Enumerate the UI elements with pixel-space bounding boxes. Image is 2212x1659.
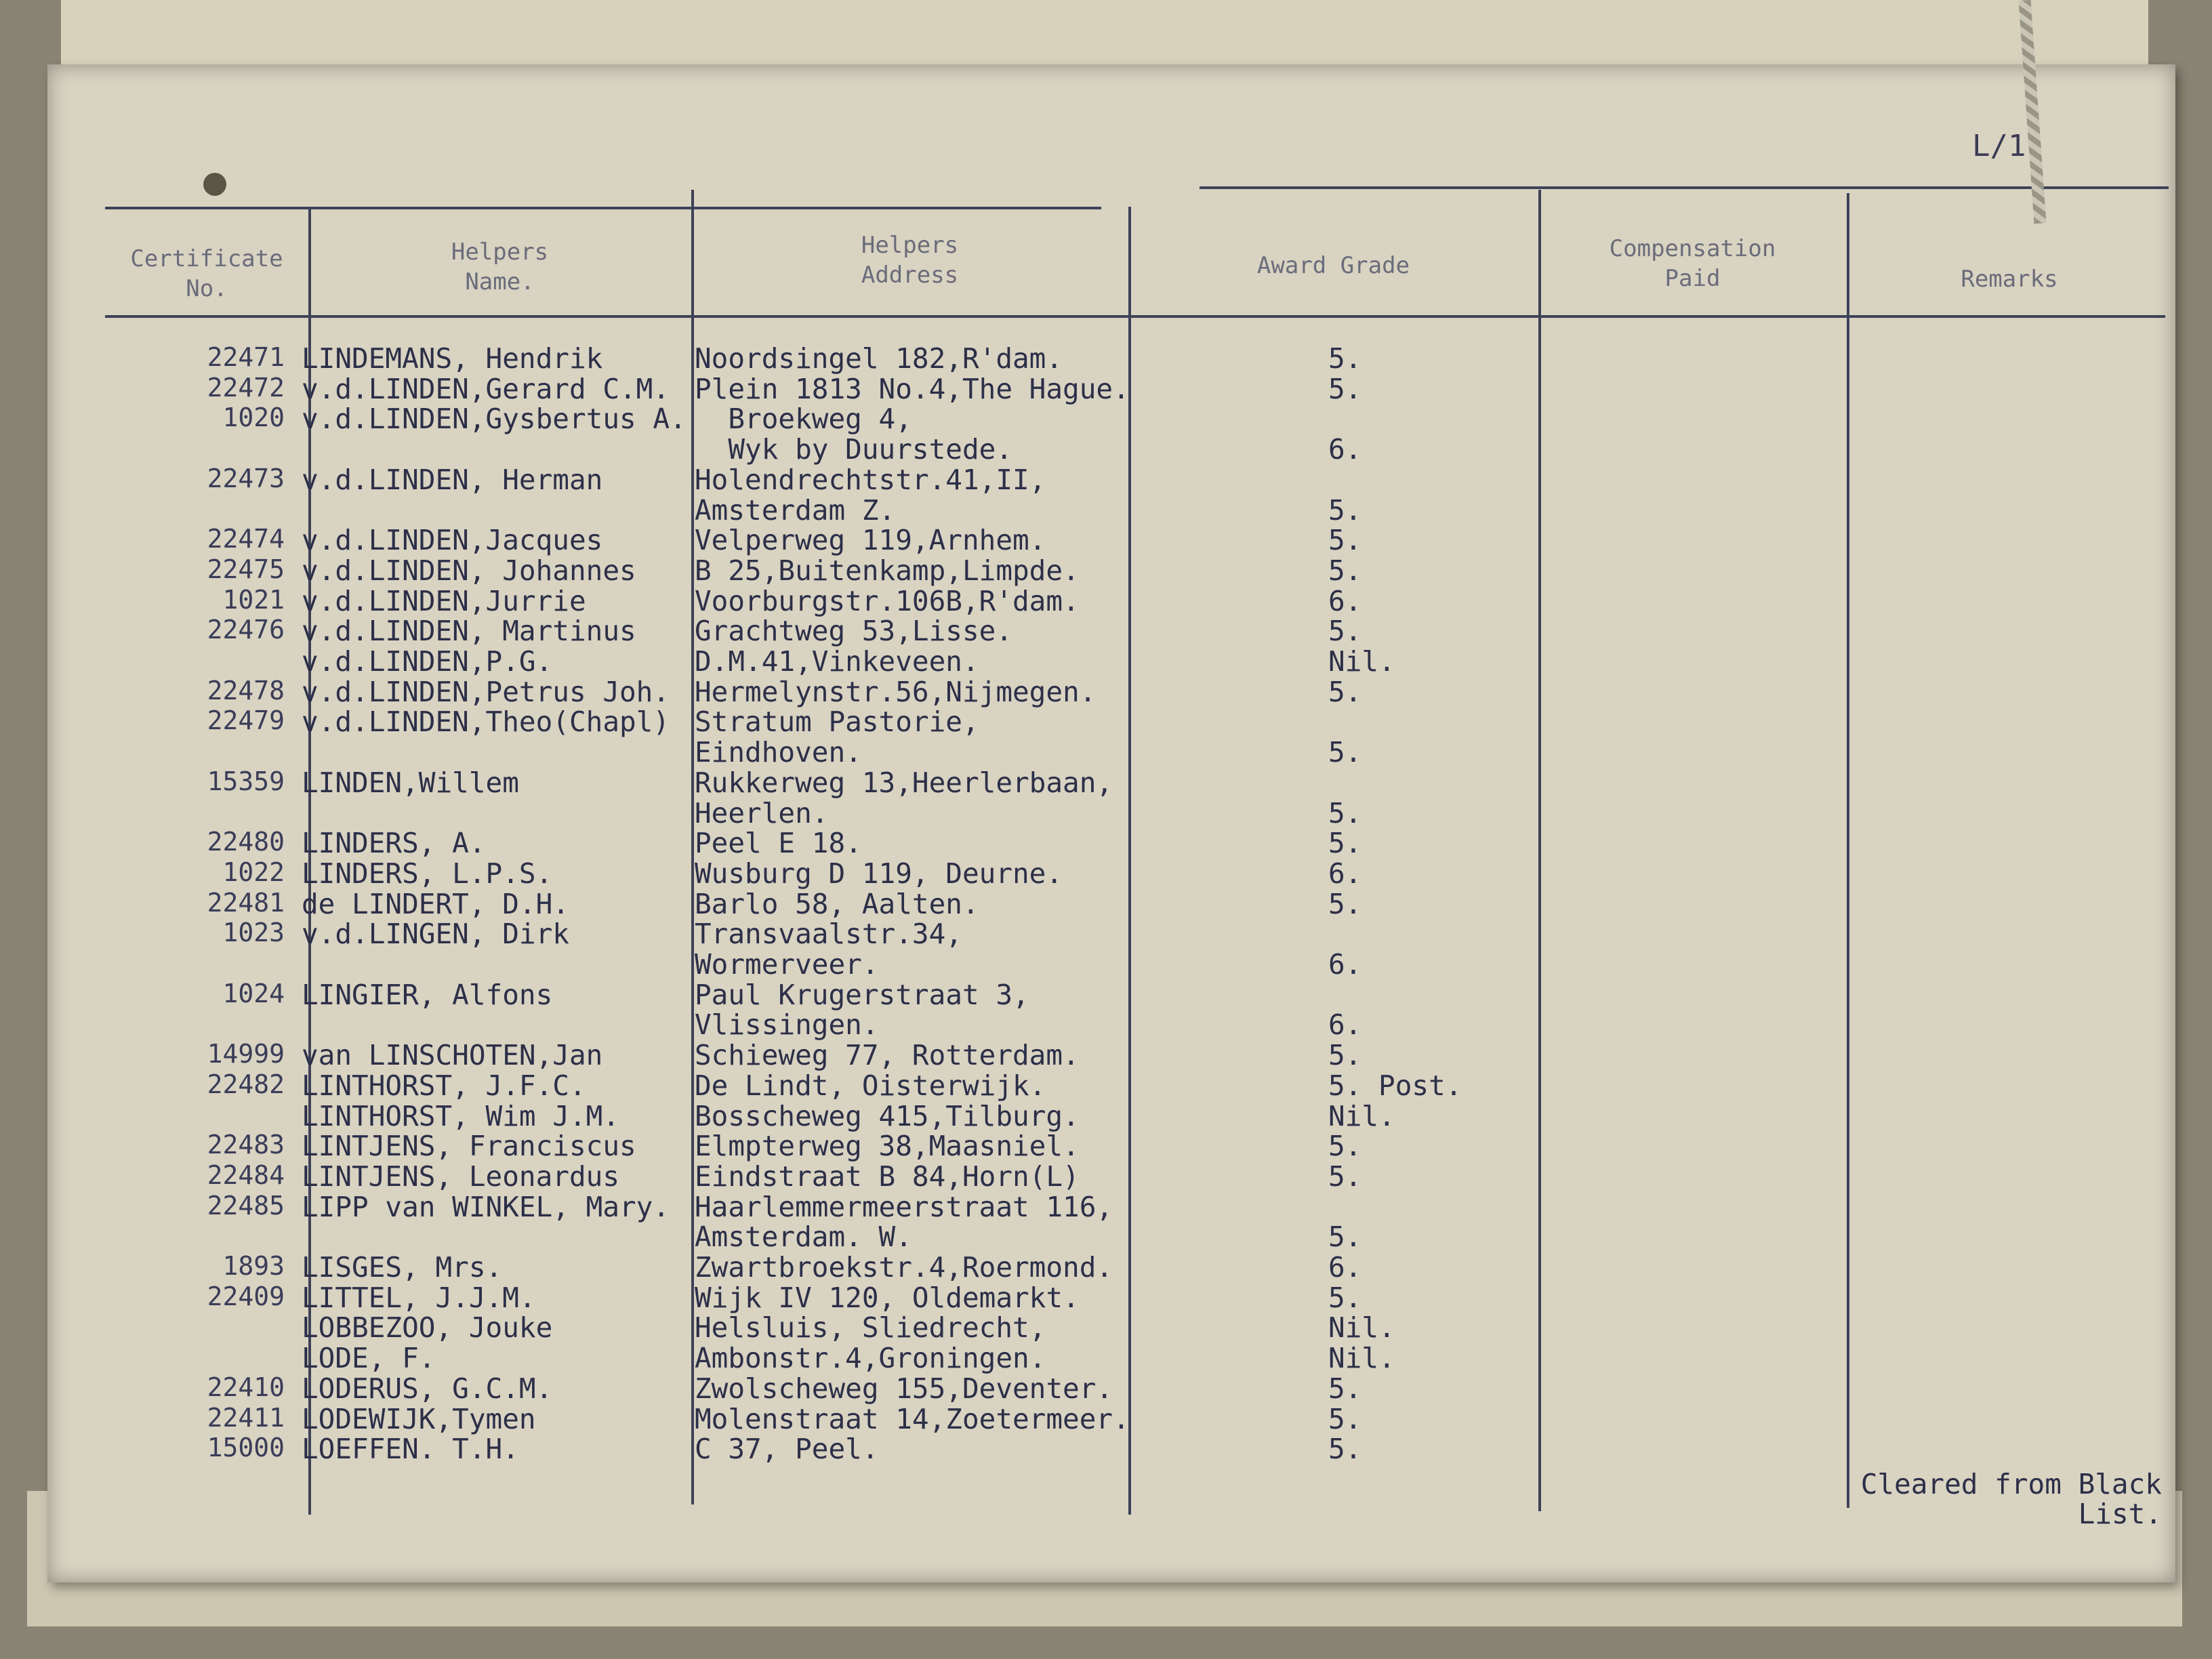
helper-address: Zwartbroekstr.4,Roermond. [695, 1251, 1113, 1284]
helper-name: LODERUS, G.C.M. [302, 1372, 553, 1405]
helper-address: Eindstraat B 84,Horn(L) [695, 1160, 1080, 1193]
header-remarks: Remarks [1961, 266, 2058, 293]
helper-address: De Lindt, Oisterwijk. [695, 1069, 1046, 1102]
header-top-rule-left [105, 207, 1101, 209]
table-row [47, 1039, 2175, 1072]
award-grade: 6. [1328, 584, 1362, 617]
helper-name: v.d.LINDEN, Herman [302, 463, 603, 496]
helper-address: Helsluis, Sliedrecht, [695, 1311, 1046, 1345]
helper-name: v.d.LINDEN, Johannes [302, 554, 636, 587]
helper-address: Hermelynstr.56,Nijmegen. [695, 675, 1097, 708]
award-grade: 5. [1328, 1130, 1362, 1163]
helper-name: v.d.LINDEN,Jurrie [302, 584, 586, 617]
award-grade: Nil. [1328, 1099, 1395, 1132]
award-grade: 5. [1328, 524, 1362, 557]
certificate-number: 22472 [207, 372, 285, 403]
certificate-number: 22482 [207, 1069, 285, 1099]
punch-hole [203, 173, 226, 196]
certificate-number: 1023 [222, 918, 285, 948]
helper-address: Amsterdam. W. [695, 1221, 912, 1254]
helper-address: Velperweg 119,Arnhem. [695, 524, 1046, 557]
helper-address: Voorburgstr.106B,R'dam. [695, 584, 1080, 617]
award-grade: 5. [1328, 554, 1362, 587]
certificate-number: 22471 [207, 342, 285, 372]
helper-address: Wusburg D 119, Deurne. [695, 857, 1063, 890]
header-top-rule-right [1200, 186, 2169, 189]
certificate-number: 1020 [222, 403, 285, 433]
table-row [47, 554, 2175, 585]
certificate-number: 15000 [207, 1433, 285, 1463]
award-grade: 5. Post. [1328, 1069, 1462, 1102]
helper-address: Wormerveer. [695, 948, 879, 981]
certificate-number: 22485 [207, 1190, 285, 1221]
helper-address: Heerlen. [695, 796, 829, 830]
helper-address: D.M.41,Vinkeveen. [695, 645, 979, 678]
table-row [47, 1311, 2175, 1345]
helper-address: Peel E 18. [695, 827, 862, 860]
helper-name: LINTJENS, Leonardus [302, 1160, 619, 1193]
remark-text: Cleared from Black List. [1860, 1468, 2162, 1530]
award-grade: Nil. [1328, 1311, 1395, 1345]
helper-name: v.d.LINDEN,Petrus Joh. [302, 675, 670, 708]
helper-address: B 25,Buitenkamp,Limpde. [695, 554, 1080, 587]
table-row [47, 373, 2175, 403]
table-row [47, 494, 2175, 525]
certificate-number: 14999 [207, 1039, 285, 1069]
helper-name: LITTEL, J.J.M. [302, 1281, 536, 1314]
certificate-number: 22481 [207, 887, 285, 918]
award-grade: 5. [1328, 1433, 1362, 1466]
award-grade: 5. [1328, 493, 1362, 527]
helper-address: Wijk IV 120, Oldemarkt. [695, 1281, 1080, 1314]
helper-address: Barlo 58, Aalten. [695, 887, 979, 920]
table-row [47, 736, 2175, 769]
award-grade: 5. [1328, 1039, 1362, 1072]
award-grade: 6. [1328, 1251, 1362, 1284]
helper-address: Stratum Pastorie, [695, 705, 979, 739]
helper-address: Noordsingel 182,R'dam. [695, 342, 1063, 375]
header-address: Helpers Address [861, 232, 959, 289]
helper-name: v.d.LINDEN,Jacques [302, 524, 603, 557]
certificate-number: 22478 [207, 675, 285, 705]
certificate-number: 22409 [207, 1281, 285, 1311]
certificate-number: 1021 [222, 584, 285, 615]
ledger-sheet [47, 64, 2175, 1582]
table-row [47, 948, 2175, 979]
table-row [47, 1342, 2175, 1375]
certificate-number: 22479 [207, 705, 285, 736]
helper-address: Eindhoven. [695, 736, 862, 769]
award-grade: Nil. [1328, 645, 1395, 678]
table-row [47, 676, 2175, 706]
helper-address: Schieweg 77, Rotterdam. [695, 1039, 1080, 1072]
helper-name: v.d.LINDEN,Gysbertus A. [302, 403, 687, 436]
helper-name: LISGES, Mrs. [302, 1251, 503, 1284]
award-grade: Nil. [1328, 1342, 1395, 1375]
remark-row [47, 1410, 2175, 1530]
table-row [47, 888, 2175, 918]
helper-address: Bosscheweg 415,Tilburg. [695, 1099, 1080, 1132]
award-grade: 5. [1328, 887, 1362, 920]
helper-address: Elmpterweg 38,Maasniel. [695, 1130, 1080, 1163]
helper-name: de LINDERT, D.H. [302, 887, 569, 920]
award-grade: 6. [1328, 857, 1362, 890]
helper-name: v.d.LINDEN, Martinus [302, 615, 636, 648]
header-compensation: Compensation Paid [1609, 235, 1776, 292]
header-bottom-rule [105, 315, 2165, 318]
helper-address: Paul Krugerstraat 3, [695, 978, 1029, 1011]
table-row [47, 766, 2175, 797]
certificate-number: 1024 [222, 978, 285, 1008]
helper-name: LIPP van WINKEL, Mary. [302, 1190, 670, 1223]
award-grade: 6. [1328, 433, 1362, 466]
helper-address: Zwolscheweg 155,Deventer. [695, 1372, 1113, 1405]
certificate-number: 1893 [222, 1251, 285, 1281]
award-grade: 5. [1328, 372, 1362, 405]
award-grade: 5. [1328, 1372, 1362, 1405]
table-row [47, 615, 2175, 648]
helper-name: LINTHORST, J.F.C. [302, 1069, 586, 1102]
table-row [47, 585, 2175, 615]
table-row [47, 342, 2175, 373]
helper-address: Rukkerweg 13,Heerlerbaan, [695, 766, 1113, 799]
table-row [47, 464, 2175, 494]
helper-name: LINGIER, Alfons [302, 978, 553, 1011]
award-grade: 5. [1328, 1402, 1362, 1435]
helper-address: Broekweg 4, [695, 403, 912, 436]
table-row [47, 645, 2175, 676]
award-grade: 5. [1328, 615, 1362, 648]
helper-name: v.d.LINDEN,Gerard C.M. [302, 372, 670, 405]
helper-address: Ambonstr.4,Groningen. [695, 1342, 1046, 1375]
certificate-number: 22484 [207, 1160, 285, 1190]
helper-name: LOBBEZOO, Jouke [302, 1311, 553, 1345]
award-grade: 5. [1328, 827, 1362, 860]
table-row [47, 1372, 2175, 1403]
table-row [47, 1282, 2175, 1312]
helper-name: LODEWIJK,Tymen [302, 1402, 536, 1435]
helper-name: v.d.LINDEN,P.G. [302, 645, 553, 678]
table-row [47, 705, 2175, 739]
helper-address: Transvaalstr.34, [695, 918, 962, 951]
certificate-number: 22411 [207, 1402, 285, 1433]
award-grade: 5. [1328, 736, 1362, 769]
award-grade: 6. [1328, 948, 1362, 981]
helper-name: v.d.LINDEN,Theo(Chapl) [302, 705, 670, 739]
certificate-number: 22475 [207, 554, 285, 584]
table-row [47, 1100, 2175, 1130]
award-grade: 5. [1328, 1221, 1362, 1254]
helper-address: Molenstraat 14,Zoetermeer. [695, 1402, 1130, 1435]
table-row [47, 524, 2175, 557]
helper-name: LINDERS, L.P.S. [302, 857, 553, 890]
table-row [47, 1191, 2175, 1221]
certificate-number: 22476 [207, 615, 285, 645]
header-name: Helpers Name. [451, 239, 549, 295]
certificate-number: 22474 [207, 524, 285, 554]
helper-name: LODE, F. [302, 1342, 436, 1375]
helper-name: v.d.LINGEN, Dirk [302, 918, 569, 951]
table-row [47, 1130, 2175, 1163]
table-row [47, 1069, 2175, 1100]
table-row [47, 433, 2175, 464]
helper-address: Haarlemmermeerstraat 116, [695, 1190, 1113, 1223]
table-row [47, 979, 2175, 1009]
helper-name: LINDERS, A. [302, 827, 486, 860]
helper-address: Vlissingen. [695, 1008, 879, 1042]
certificate-number: 22480 [207, 827, 285, 857]
table-row [47, 1160, 2175, 1191]
helper-address: Amsterdam Z. [695, 493, 896, 527]
sheet-number: L/1 [1972, 129, 2026, 163]
helper-name: LINDEN,Willem [302, 766, 519, 799]
award-grade: 5. [1328, 1160, 1362, 1193]
helper-name: LINTHORST, Wim J.M. [302, 1099, 619, 1132]
certificate-number: 1022 [222, 857, 285, 887]
certificate-number: 22473 [207, 463, 285, 493]
helper-address: Plein 1813 No.4,The Hague. [695, 372, 1130, 405]
helper-name: LOEFFEN. T.H. [302, 1433, 519, 1466]
helper-name: LINDEMANS, Hendrik [302, 342, 603, 375]
award-grade: 5. [1328, 1281, 1362, 1314]
helper-address: Holendrechtstr.41,II, [695, 463, 1046, 496]
table-row [47, 918, 2175, 951]
header-certificate: Certificate No. [130, 245, 283, 302]
header-award-grade: Award Grade [1256, 252, 1410, 279]
helper-name: van LINSCHOTEN,Jan [302, 1039, 603, 1072]
certificate-number: 22483 [207, 1130, 285, 1160]
table-row [47, 1221, 2175, 1254]
award-grade: 6. [1328, 1008, 1362, 1042]
helper-address: C 37, Peel. [695, 1433, 879, 1466]
award-grade: 5. [1328, 796, 1362, 830]
helper-address: Wyk by Duurstede. [695, 433, 1012, 466]
helper-name: LINTJENS, Franciscus [302, 1130, 636, 1163]
table-row [47, 857, 2175, 888]
helper-address: Grachtweg 53,Lisse. [695, 615, 1012, 648]
certificate-number: 22410 [207, 1372, 285, 1402]
table-row [47, 827, 2175, 860]
table-row [47, 1251, 2175, 1282]
table-row [47, 403, 2175, 436]
award-grade: 5. [1328, 342, 1362, 375]
table-row [47, 796, 2175, 830]
table-row [47, 1008, 2175, 1042]
certificate-number: 15359 [207, 766, 285, 796]
award-grade: 5. [1328, 675, 1362, 708]
